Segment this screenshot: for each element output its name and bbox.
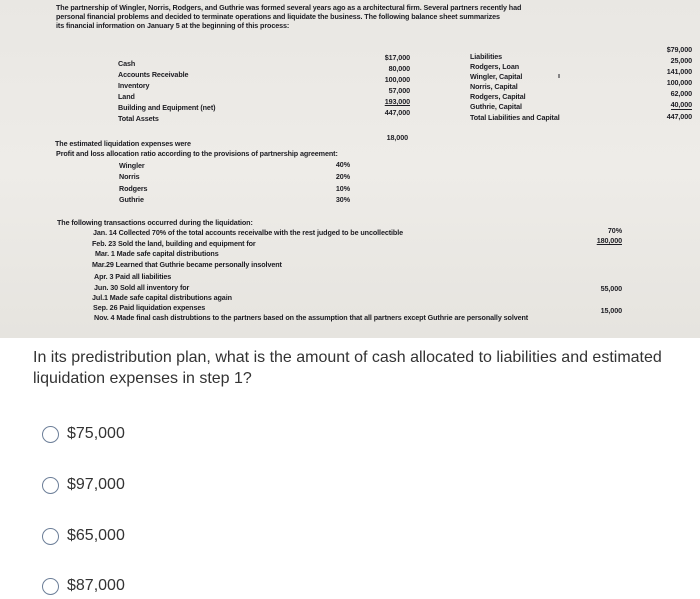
option-97000[interactable] [42,474,125,496]
transaction-item: Mar. 1 Made safe capital distributions [95,249,219,258]
ratio-partner: Guthrie [119,195,144,204]
option-label[interactable]: $75,000 [67,425,125,442]
stray-mark: ı [558,71,560,80]
liability-value: 25,000 [670,56,692,65]
transaction-item: Jan. 14 Collected 70% of the total accounts receivalbe with the rest judged to be uncollectible [93,228,404,237]
asset-label: Inventory [118,81,150,90]
asset-value: 100,000 [384,75,410,84]
ratio-pct: 40% [335,160,350,169]
ratio-pct: 10% [335,184,350,193]
asset-label: Land [118,92,135,101]
transaction-item: Jun. 30 Sold all inventory for [94,283,190,292]
liability-label: Rodgers, Loan [470,62,520,71]
asset-label: Building and Equipment (net) [118,103,216,112]
ratio-intro: Profit and loss allocation ratio according to the provisions of partnership agreement: [56,149,338,158]
transaction-item: Jul.1 Made safe capital distributions again [92,293,232,302]
radio-button[interactable] [42,578,59,595]
asset-value: 80,000 [388,64,410,73]
liability-label: Liabilities [470,52,503,61]
option-label[interactable]: $65,000 [67,527,125,544]
liability-value: $79,000 [666,45,692,54]
asset-value: 193,000 [384,97,410,106]
intro-line-1: The partnership of Wingler, Norris, Rodgers, and Guthrie was formed several years ago as a architectural firm. Several partners recently had [56,3,522,12]
intro-line-3: its financial information on January 5 at the beginning of this process: [56,21,290,30]
liability-label: Wingler, Capital [470,72,523,81]
liability-value: 62,000 [670,89,692,98]
radio-button[interactable] [42,477,59,494]
intro-line-2: personal financial problems and decided to terminate operations and liquidate the business. The following balance sheet summarizes [56,12,500,21]
liability-label: Total Liabilities and Capital [470,113,560,122]
ratio-partner: Rodgers [119,184,148,193]
asset-total: 447,000 [384,108,410,117]
ratio-pct: 30% [335,195,350,204]
transaction-item: Apr. 3 Paid all liabilities [94,272,172,281]
transaction-value: 15,000 [600,306,622,315]
liquidation-expenses-value: 18,000 [386,133,408,142]
transaction-item: Sep. 26 Paid liquidation expenses [93,303,206,312]
radio-button[interactable] [42,528,59,545]
asset-value: 57,000 [388,86,410,95]
ratio-pct: 20% [335,172,350,181]
asset-label: Cash [118,59,136,68]
transaction-value: 70% [607,226,622,235]
liability-value: 40,000 [670,100,692,109]
asset-value: $17,000 [384,53,410,62]
option-75000[interactable] [42,423,125,445]
ratio-partner: Norris [119,172,140,181]
transaction-value: 55,000 [600,284,622,293]
option-label[interactable]: $97,000 [67,476,125,493]
asset-label: Total Assets [118,114,159,123]
option-87000[interactable] [42,575,125,597]
liability-label: Rodgers, Capital [470,92,526,101]
transaction-item: Mar.29 Learned that Guthrie became personally insolvent [92,260,282,269]
radio-button[interactable] [42,426,59,443]
asset-label: Accounts Receivable [118,70,189,79]
option-label[interactable]: $87,000 [67,577,125,594]
liability-label: Norris, Capital [470,82,518,91]
liquidation-expenses-label: The estimated liquidation expenses were [55,139,191,148]
ratio-partner: Wingler [119,161,145,170]
liability-value: 100,000 [666,78,692,87]
transaction-value: 180,000 [596,236,622,245]
transaction-item: Nov. 4 Made final cash distrubtions to the partners based on the assumption that all partners except Guthrie are personally solvent [94,313,529,322]
transactions-intro: The following transactions occurred during the liquidation: [57,218,253,227]
option-65000[interactable] [42,525,125,547]
transaction-item: Feb. 23 Sold the land, building and equipment for [92,239,256,248]
liability-value: 141,000 [666,67,692,76]
liability-label: Guthrie, Capital [470,102,522,111]
question-text: In its predistribution plan, what is the amount of cash allocated to liabilities and estimated liquidation expenses in step 1? [33,349,662,387]
liability-total: 447,000 [666,112,692,121]
